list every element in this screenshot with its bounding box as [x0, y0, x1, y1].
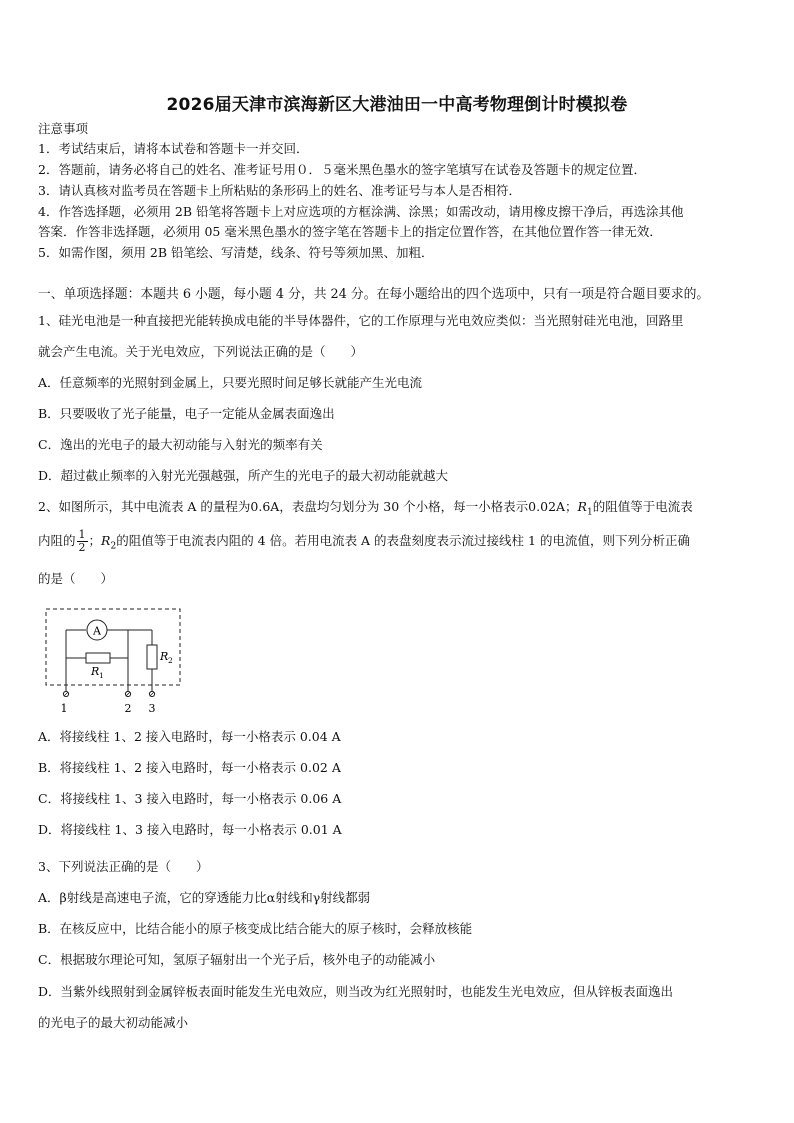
section-heading: 一、单项选择题：本题共 6 小题，每小题 4 分，共 24 分。在每小题给出的四个选项中，只有一项是符合题目要求的。 — [38, 287, 710, 302]
q1-stem-line-1: 1、硅光电池是一种直接把光能转换成电能的半导体器件，它的工作原理与光电效应类似：当光照射硅光电池，回路里 — [38, 313, 684, 328]
terminal-1-label: 1 — [60, 702, 68, 715]
notice-line-3: 3．请认真核对监考员在答题卡上所粘贴的条形码上的姓名、准考证号与本人是否相符． — [38, 183, 521, 198]
terminal-2-label: 2 — [124, 702, 132, 715]
resistor-r1-icon — [86, 653, 110, 663]
q3-option-d-line-1: D．当紫外线照射到金属锌板表面时能发生光电效应，则当改为红光照射时，也能发生光电效应，但从锌板表面逸出 — [38, 984, 674, 999]
q1-option-b: B．只要吸收了光子能量，电子一定能从金属表面逸出 — [38, 406, 335, 421]
q2-option-b: B．将接线柱 1、2 接入电路时，每一小格表示 0.02 A — [38, 760, 341, 775]
resistor-r2-icon — [147, 645, 157, 669]
q2-stem-text-2a: 内阻的 — [38, 533, 76, 548]
q2-stem-text-2c: 的阻值等于电流表内阻的 4 倍。若用电流表 A 的表盘刻度表示流过接线柱 1 的电流值，则下列分析正确 — [116, 533, 690, 548]
q2-stem-line-3: 的是（ ） — [38, 571, 114, 586]
q2-r2-subscript: 2 — [110, 541, 117, 552]
r1-label-subscript: 1 — [99, 671, 104, 680]
q3-option-b: B．在核反应中，比结合能小的原子核变成比结合能大的原子核时，会释放核能 — [38, 921, 473, 936]
q2-r2-symbol: R — [101, 533, 111, 548]
q2-stem-text-2b: ； — [88, 533, 102, 548]
q2-option-a: A．将接线柱 1、2 接入电路时，每一小格表示 0.04 A — [38, 729, 341, 744]
ammeter-label: A — [93, 624, 101, 638]
notice-line-1: 1．考试结束后，请将本试卷和答题卡一并交回． — [38, 141, 309, 156]
q2-fraction-denominator: 2 — [78, 541, 86, 554]
q1-option-a: A．任意频率的光照射到金属上，只要光照时间足够长就能产生光电流 — [38, 375, 423, 390]
notice-line-5: 答案．作答非选择题，必须用 05 毫米黑色墨水的签字笔在答题卡上的指定位置作答，在其他位置作答一律无效． — [38, 224, 662, 239]
notice-line-2: 2．答题前，请务必将自己的姓名、准考证号用０．５毫米黑色墨水的签字笔填写在试卷及答题卡的规定位置． — [38, 162, 646, 177]
q2-stem-text-1b: 的阻值等于电流表 — [592, 499, 693, 514]
q2-fraction-numerator: 1 — [78, 528, 86, 541]
q3-option-c: C．根据玻尔理论可知，氢原子辐射出一个光子后，核外电子的动能减小 — [38, 952, 436, 967]
q2-stem-line-2 — [38, 526, 690, 562]
q2-option-c: C．将接线柱 1、3 接入电路时，每一小格表示 0.06 A — [38, 791, 342, 806]
q1-option-d: D．超过截止频率的入射光光强越强，所产生的光电子的最大初动能就越大 — [38, 468, 449, 483]
q2-stem-text-1a: 2、如图所示，其中电流表 A 的量程为0.6A，表盘均匀划分为 30 个小格，每一小格表示0.02A； — [38, 499, 578, 514]
q1-stem-line-2: 就会产生电流。关于光电效应，下列说法正确的是（ ） — [38, 344, 364, 359]
q3-option-d-line-2: 的光电子的最大初动能减小 — [38, 1015, 189, 1030]
q2-stem-line-1 — [38, 499, 693, 521]
r1-label: R — [91, 665, 100, 678]
r2-label-subscript: 2 — [168, 656, 173, 665]
q2-r1-symbol: R — [577, 499, 587, 514]
notice-heading: 注意事项 — [38, 121, 89, 136]
notice-line-6: 5．如需作图，须用 2B 铅笔绘、写清楚，线条、符号等须加黑、加粗． — [38, 245, 434, 260]
q3-option-a: A．β射线是高速电子流，它的穿透能力比α射线和γ射线都弱 — [38, 890, 371, 905]
q2-r1-subscript: 1 — [586, 507, 593, 518]
q1-option-c: C．逸出的光电子的最大初动能与入射光的频率有关 — [38, 437, 323, 452]
circuit-diagram — [40, 605, 190, 717]
terminal-3-label: 3 — [148, 702, 156, 715]
notice-line-4: 4．作答选择题，必须用 2B 铅笔将答题卡上对应选项的方框涂满、涂黑；如需改动，请用橡皮擦干净后，再选涂其他 — [38, 204, 684, 219]
q3-stem: 3、下列说法正确的是（ ） — [38, 859, 209, 874]
page-title: 2026届天津市滨海新区大港油田一中高考物理倒计时模拟卷 — [166, 95, 628, 115]
r2-label: R — [160, 650, 169, 663]
q2-fraction — [77, 529, 88, 554]
q2-option-d: D．将接线柱 1、3 接入电路时，每一小格表示 0.01 A — [38, 822, 342, 837]
